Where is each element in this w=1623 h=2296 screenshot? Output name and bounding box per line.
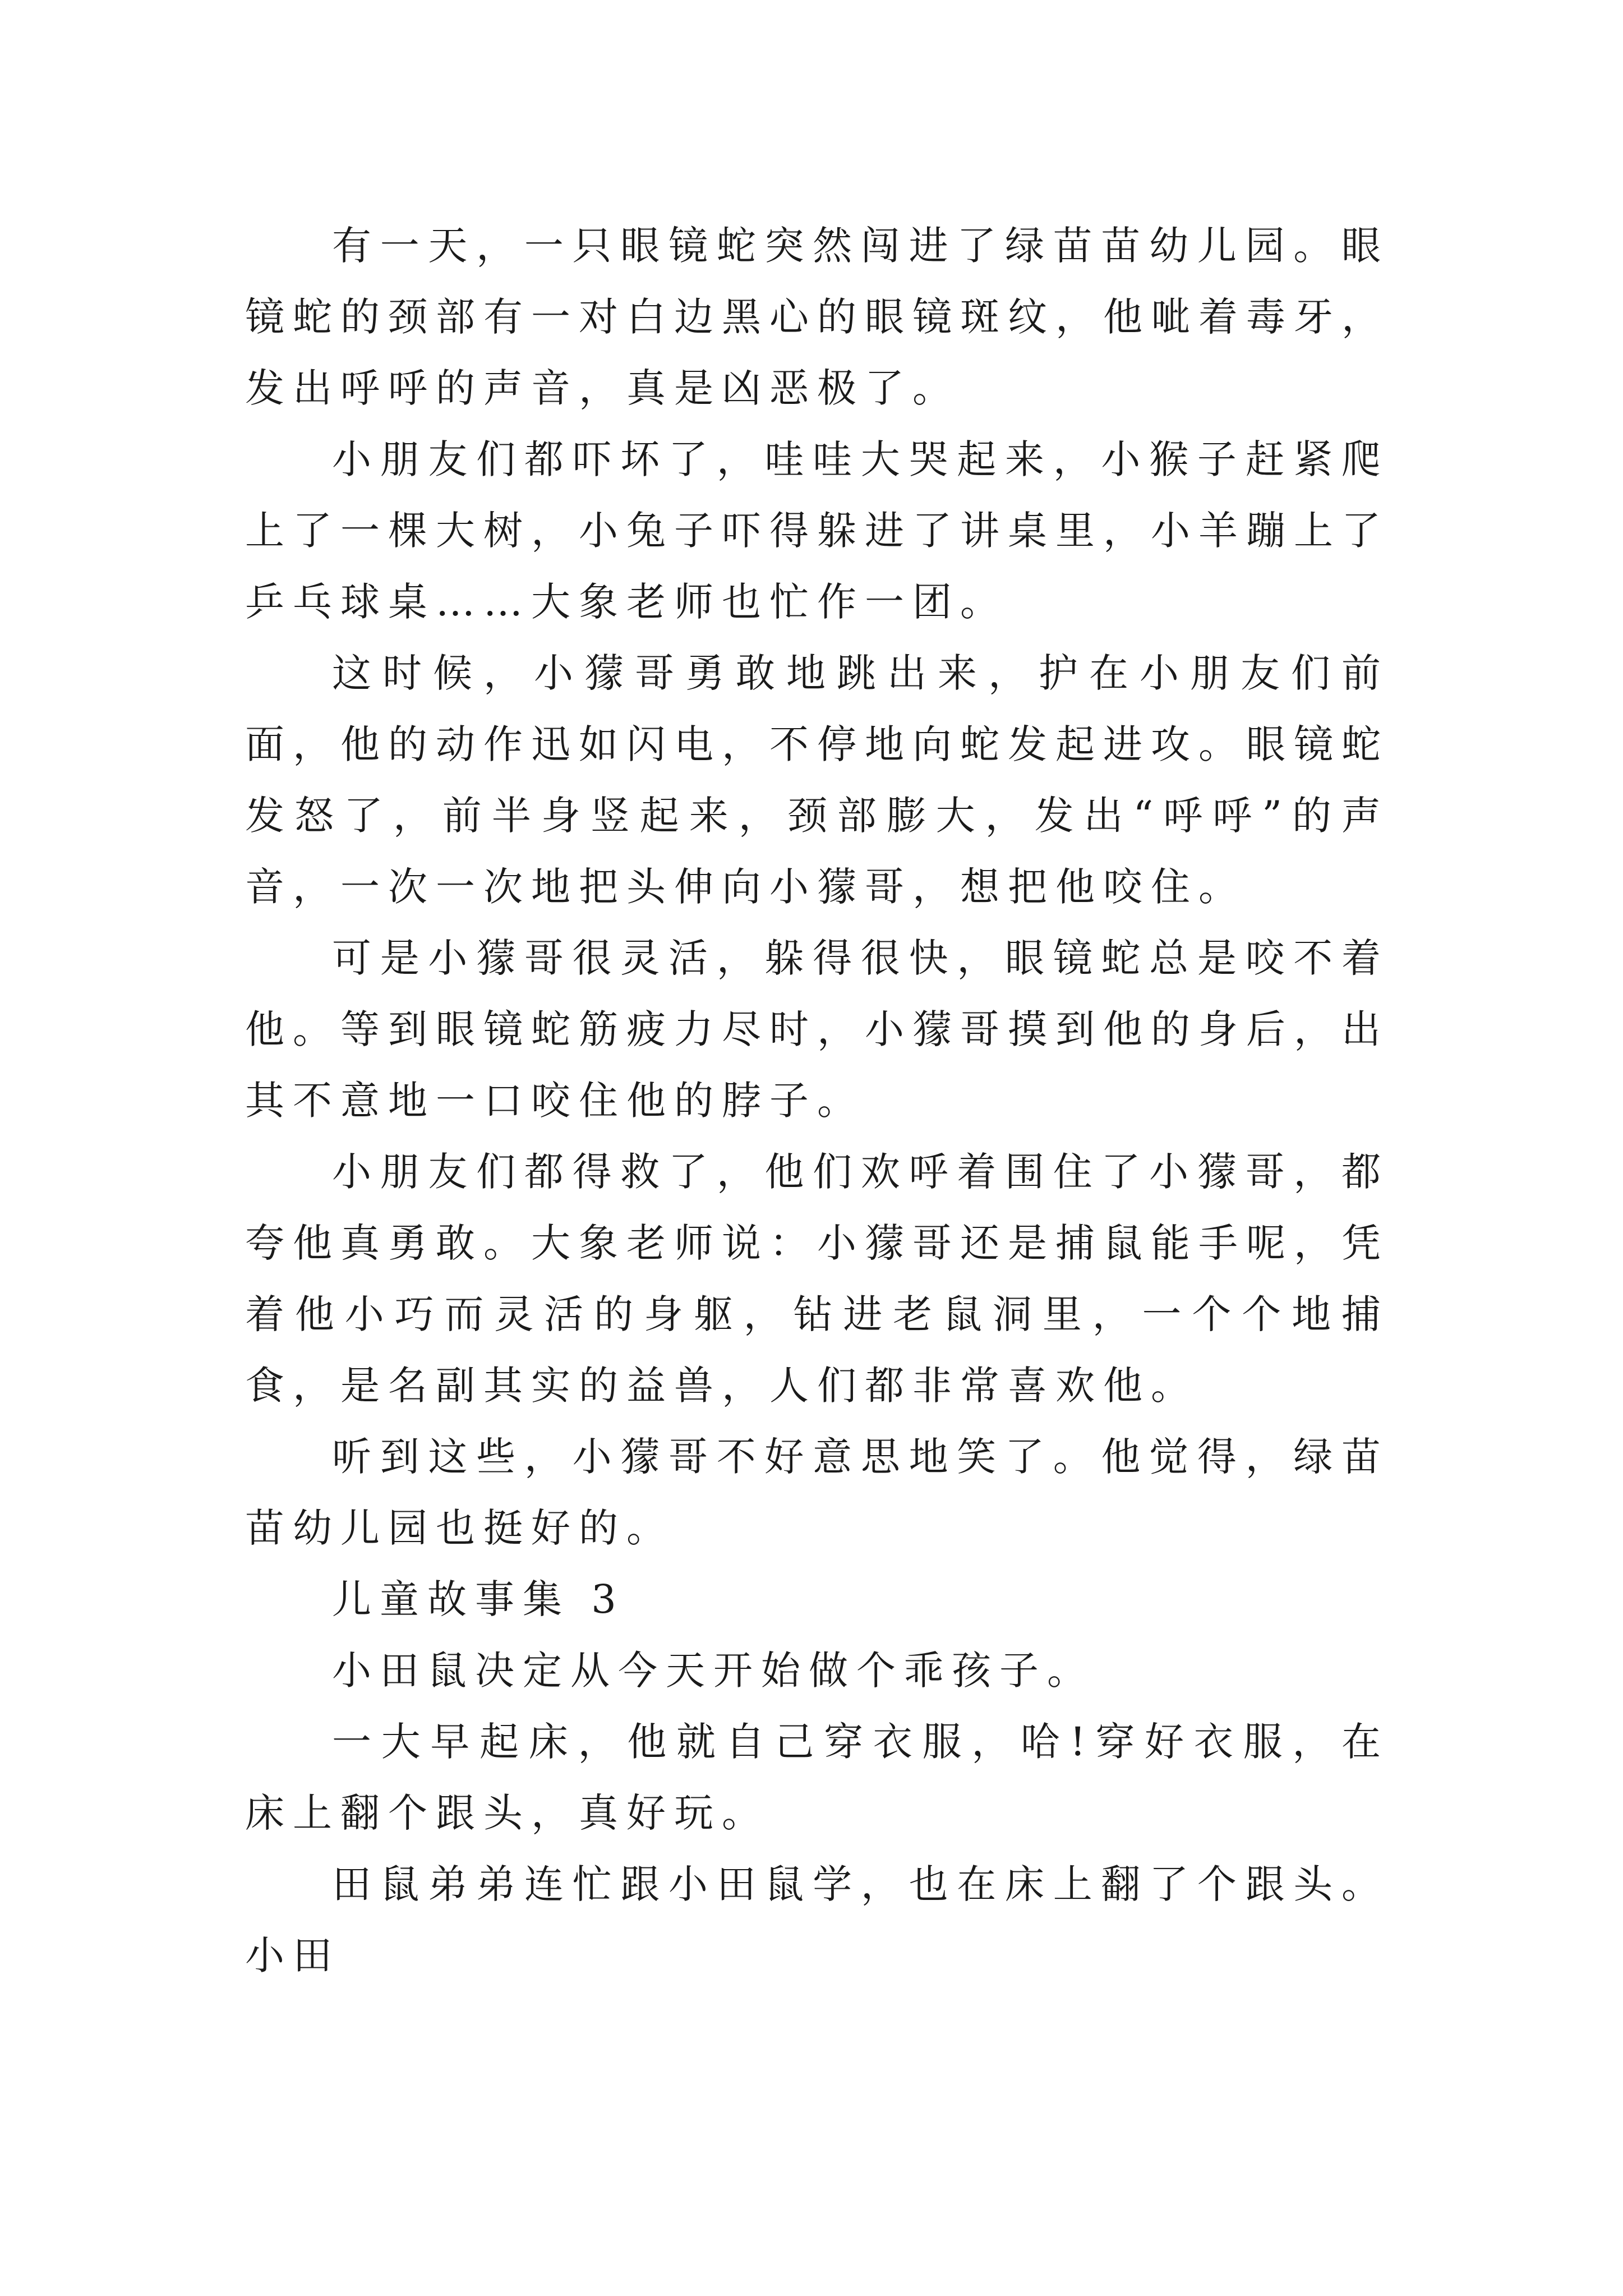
story-text [245, 210, 1389, 1991]
section-heading: 儿童故事集 3 [332, 1576, 625, 1622]
paragraph-children-scared: 小朋友们都吓坏了，哇哇大哭起来，小猴子赶紧爬上了一棵大树，小兔子吓得躲进了讲桌里，小羊蹦上了乒乓球桌……大象老师也忙作一团。 [245, 436, 1389, 625]
paragraph-mongoose-smiles: 听到这些，小獴哥不好意思地笑了。他觉得，绿苗苗幼儿园也挺好的。 [245, 1434, 1389, 1551]
paragraph-children-saved: 小朋友们都得救了，他们欢呼着围住了小獴哥，都夸他真勇敢。大象老师说：小獴哥还是捕鼠能手呢，凭着他小巧而灵活的身躯，钻进老鼠洞里，一个个地捕食，是名副其实的益兽，人们都非常喜欢他。 [245, 1149, 1389, 1409]
paragraph-getting-dressed: 一大早起床，他就自己穿衣服，哈!穿好衣服，在床上翻个跟头，真好玩。 [245, 1719, 1389, 1836]
paragraph-cobra-intrudes: 有一天，一只眼镜蛇突然闯进了绿苗苗幼儿园。眼镜蛇的颈部有一对白边黑心的眼镜斑纹，他呲着毒牙，发出呼呼的声音，真是凶恶极了。 [245, 223, 1389, 411]
paragraph-mongoose-wins: 可是小獴哥很灵活，躲得很快，眼镜蛇总是咬不着他。等到眼镜蛇筋疲力尽时，小獴哥摸到他的身后，出其不意地一口咬住他的脖子。 [245, 935, 1389, 1124]
paragraph-mongoose-fights: 这时候，小獴哥勇敢地跳出来，护在小朋友们前面，他的动作迅如闪电，不停地向蛇发起进攻。眼镜蛇发怒了，前半身竖起来，颈部膨大，发出“呼呼”的声音，一次一次地把头伸向小獴哥，想把他咬住。 [245, 650, 1389, 910]
paragraph-brother-imitates: 田鼠弟弟连忙跟小田鼠学，也在床上翻了个跟头。小田 [245, 1861, 1389, 1978]
paragraph-field-mouse-intro: 小田鼠决定从今天开始做个乖孩子。 [332, 1648, 1095, 1694]
